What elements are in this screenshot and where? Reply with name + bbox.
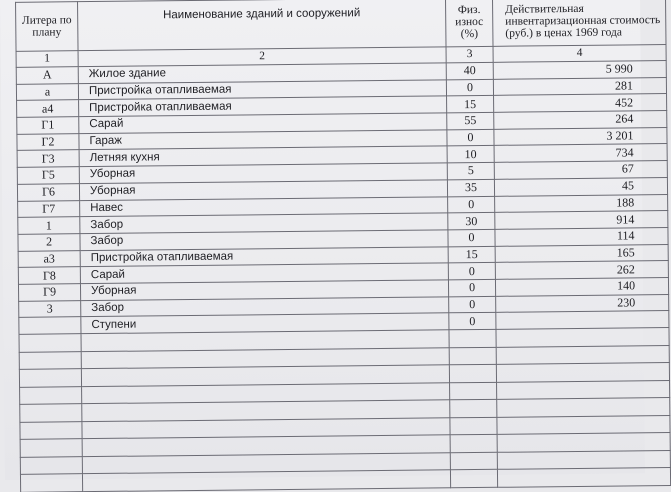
cost-cell: 5 990 <box>493 61 666 79</box>
name-cell: Гараж <box>79 130 447 151</box>
column-number: 4 <box>493 45 666 63</box>
blank-cell <box>20 474 82 492</box>
column-number: 1 <box>16 51 78 68</box>
buildings-table <box>15 0 671 492</box>
name-cell: Уборная <box>79 163 447 184</box>
wear-cell: 0 <box>447 129 494 146</box>
table-header <box>16 0 667 67</box>
name-cell: Сарай <box>80 263 448 284</box>
litera-cell: Г2 <box>17 133 79 150</box>
blank-cell <box>20 404 82 422</box>
blank-cell <box>19 369 81 387</box>
litera-cell: А <box>16 67 78 84</box>
cost-cell <box>496 311 669 329</box>
litera-cell: 2 <box>18 234 80 251</box>
wear-cell: 0 <box>448 263 495 280</box>
name-cell: Забор <box>80 230 448 251</box>
name-cell: Пристройка отапливаемая <box>78 80 446 101</box>
wear-cell: 40 <box>446 62 493 79</box>
cost-cell: 188 <box>495 194 668 212</box>
cost-cell: 264 <box>494 111 667 129</box>
wear-cell: 10 <box>447 146 494 163</box>
blank-cell <box>450 382 497 400</box>
blank-cell <box>450 452 497 470</box>
wear-cell: 0 <box>448 279 495 296</box>
litera-cell: Г6 <box>17 183 79 200</box>
litera-cell: а <box>16 83 78 100</box>
wear-cell: 0 <box>449 313 496 330</box>
name-cell: Летняя кухня <box>79 146 447 167</box>
litera-cell: Г3 <box>17 150 79 167</box>
wear-cell: 0 <box>446 79 493 96</box>
litera-cell: Г1 <box>17 117 79 134</box>
blank-cell <box>20 386 82 404</box>
litera-cell: а3 <box>18 250 80 267</box>
blank-cell <box>450 399 497 417</box>
blank-cell <box>450 434 497 452</box>
cost-cell: 734 <box>494 144 667 162</box>
header-cost: Действительная инвентаризационная стоимость (руб.) в ценах 1969 года <box>492 0 666 46</box>
wear-cell: 5 <box>447 162 494 179</box>
blank-cell <box>82 470 450 491</box>
cost-cell: 114 <box>495 227 668 245</box>
header-wear: Физ. износ (%) <box>446 0 494 47</box>
name-cell: Пристройка отапливаемая <box>79 96 447 117</box>
header-name: Наименование зданий и сооружений <box>78 0 446 51</box>
blank-cell <box>449 347 496 365</box>
table-body <box>16 61 669 335</box>
litera-cell: Г8 <box>18 267 80 284</box>
wear-cell: 0 <box>448 196 495 213</box>
column-number: 2 <box>78 47 446 67</box>
litera-cell: Г9 <box>18 284 80 301</box>
name-cell: Навес <box>80 196 448 217</box>
name-cell: Сарай <box>79 113 447 134</box>
blank-cell <box>496 345 669 364</box>
litera-cell <box>19 317 81 334</box>
blank-cell <box>449 329 496 347</box>
blank-cell <box>496 363 669 382</box>
blank-cell <box>496 328 669 347</box>
name-cell: Пристройка отапливаемая <box>80 246 448 267</box>
wear-cell: 15 <box>447 96 494 113</box>
blank-cell <box>20 456 82 474</box>
blank-cell <box>497 380 670 399</box>
cost-cell: 165 <box>495 244 668 262</box>
name-cell: Жилое здание <box>78 63 446 84</box>
cost-cell: 262 <box>495 261 668 279</box>
cost-cell: 452 <box>494 94 667 112</box>
blank-cell <box>19 351 81 369</box>
cost-cell: 3 201 <box>494 127 667 145</box>
cost-cell: 67 <box>494 161 667 179</box>
blank-cell <box>20 439 82 457</box>
cost-cell: 281 <box>493 77 666 95</box>
blank-cell <box>450 417 497 435</box>
litera-cell: 1 <box>18 217 80 234</box>
name-cell: Уборная <box>80 280 448 301</box>
blank-cell <box>449 364 496 382</box>
litera-cell: Г5 <box>17 167 79 184</box>
name-cell: Забор <box>80 213 448 234</box>
litera-cell: а4 <box>17 100 79 117</box>
wear-cell: 55 <box>447 112 494 129</box>
header-litera: Литера по плану <box>16 2 79 52</box>
cost-cell: 914 <box>495 211 668 229</box>
blank-cell <box>450 469 497 487</box>
wear-cell: 30 <box>448 213 495 230</box>
litera-cell: Г7 <box>18 200 80 217</box>
blank-cell <box>497 415 670 434</box>
name-cell: Забор <box>81 296 449 317</box>
wear-cell: 15 <box>448 246 495 263</box>
column-number: 3 <box>446 46 493 62</box>
blank-cell <box>497 468 670 487</box>
wear-cell: 0 <box>448 229 495 246</box>
blank-cell <box>19 334 81 352</box>
blank-rows <box>19 328 671 492</box>
wear-cell: 0 <box>449 296 496 313</box>
blank-cell <box>20 421 82 439</box>
litera-cell: 3 <box>19 300 81 317</box>
cost-cell: 45 <box>494 177 667 195</box>
cost-cell: 230 <box>496 294 669 312</box>
name-cell: Ступени <box>81 313 449 334</box>
wear-cell: 35 <box>447 179 494 196</box>
blank-cell <box>497 450 670 469</box>
blank-cell <box>497 433 670 452</box>
cost-cell: 140 <box>495 277 668 295</box>
name-cell: Уборная <box>79 180 447 201</box>
blank-cell <box>497 398 670 417</box>
